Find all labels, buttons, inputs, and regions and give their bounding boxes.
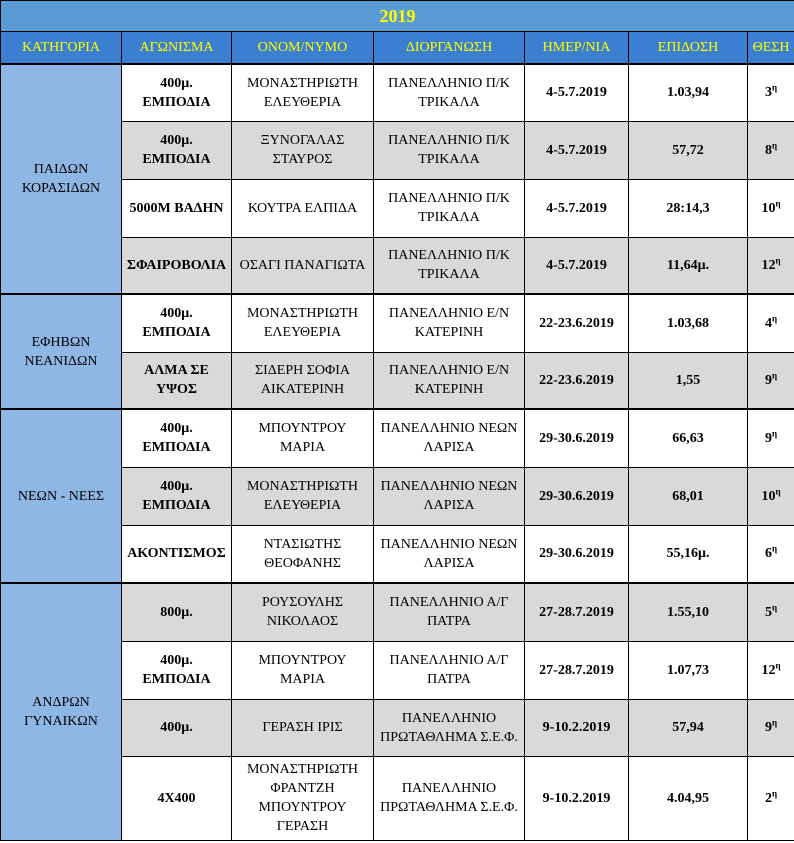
organizer-cell: [374, 525, 525, 583]
name-text: ΜΠΟΥΝΤΡΟΥ: [258, 653, 347, 668]
event-cell: [122, 699, 232, 756]
name-text: ΞΥΝΟΓΑΛΑΣ: [260, 133, 345, 148]
place-cell: [748, 352, 794, 409]
name-text: ΓΕΡΑΣΗ ΙΡΙΣ: [262, 720, 343, 735]
organizer-text: ΛΑΡΙΣΑ: [423, 440, 475, 456]
place-cell: [748, 409, 794, 467]
place-number: 4: [764, 315, 772, 331]
organizer-cell: [374, 352, 525, 409]
place-suffix: η: [775, 659, 781, 670]
organizer-cell: [374, 583, 525, 641]
event-cell: [122, 641, 232, 699]
place-suffix: η: [771, 717, 778, 728]
event-text: 400μ.: [160, 133, 193, 148]
header-performance: ΕΠΙΔΟΣΗ: [629, 32, 748, 65]
performance-cell: 1.07,73: [629, 641, 748, 699]
date-cell: 4-5.7.2019: [525, 179, 629, 237]
event-text: 800μ.: [160, 604, 193, 620]
place-number: 9: [764, 372, 772, 388]
place-cell: [748, 121, 794, 179]
organizer-text: ΠΑΝΕΛΛΗΝΙΟ: [401, 710, 497, 726]
date-cell: 27-28.7.2019: [525, 641, 629, 699]
event-cell: [122, 64, 232, 121]
name-text: ΜΟΝΑΣΤΗΡΙΩΤΗ: [246, 762, 359, 777]
event-text: ΕΜΠΟΔΙΑ: [142, 440, 211, 456]
date-cell: 22-23.6.2019: [525, 294, 629, 352]
category-cell: [1, 64, 122, 294]
place-suffix: η: [775, 255, 781, 266]
event-text: ΑΚΟΝΤΙΣΜΟΣ: [127, 546, 226, 562]
event-text: 400μ.: [160, 306, 193, 322]
place-number: 10: [761, 200, 776, 216]
category-label: ΑΝΔΡΩΝ: [32, 694, 90, 710]
event-text: 5000Μ ΒΑΔΗΝ: [129, 200, 224, 216]
organizer-text: ΠΑΝΕΛΛΗΝΙΟ Π/Κ: [388, 75, 510, 91]
event-text: ΕΜΠΟΔΙΑ: [142, 152, 211, 167]
event-cell: [122, 583, 232, 641]
name-text: ΚΟΥΤΡΑ ΕΛΠΙΔΑ: [247, 200, 358, 216]
organizer-text: ΤΡΙΚΑΛΑ: [418, 94, 480, 110]
table-row: [1, 583, 794, 641]
place-suffix: η: [775, 197, 781, 208]
place-number: 5: [764, 604, 772, 620]
place-suffix: η: [771, 82, 778, 93]
organizer-cell: [374, 467, 525, 525]
event-text: 4Χ400: [157, 790, 196, 806]
place-number: 9: [764, 720, 772, 735]
organizer-text: ΠΡΩΤΑΘΛΗΜΑ Σ.Ε.Φ.: [380, 729, 518, 745]
name-text: ΓΕΡΑΣΗ: [276, 819, 329, 834]
place-cell: [748, 756, 794, 840]
place-cell: [748, 179, 794, 237]
event-cell: [122, 352, 232, 409]
organizer-text: ΚΑΤΕΡΙΝΗ: [414, 382, 484, 398]
performance-cell: 66,63: [629, 409, 748, 467]
organizer-text: ΠΑΝΕΛΛΗΝΙΟ Ε/Ν: [388, 363, 510, 379]
name-cell: [232, 756, 374, 840]
name-text: ΑΙΚΑΤΕΡΙΝΗ: [260, 382, 345, 398]
organizer-text: ΠΡΩΤΑΘΛΗΜΑ Σ.Ε.Φ.: [380, 800, 518, 815]
organizer-text: ΠΑΝΕΛΛΗΝΙΟ Ε/Ν: [388, 306, 510, 322]
place-cell: [748, 525, 794, 583]
place-suffix: η: [771, 602, 778, 613]
place-number: 8: [764, 142, 772, 158]
category-label: ΝΕΑΝΙΔΩΝ: [24, 353, 98, 369]
performance-cell: 1,55: [629, 352, 748, 409]
category-cell: [1, 583, 122, 840]
header-name: ΟΝΟΜ/ΝΥΜΟ: [232, 32, 374, 65]
name-text: ΜΟΝΑΣΤΗΡΙΩΤΗ: [246, 479, 359, 494]
place-number: 2: [764, 790, 772, 806]
category-label: ΠΑΙΔΩΝ: [33, 162, 89, 177]
organizer-cell: [374, 756, 525, 840]
name-text: ΣΙΔΕΡΗ ΣΟΦΙΑ: [254, 363, 351, 379]
name-text: ΡΟΥΣΟΥΛΗΣ: [261, 595, 344, 611]
date-cell: 4-5.7.2019: [525, 64, 629, 121]
organizer-text: ΛΑΡΙΣΑ: [423, 555, 475, 571]
place-suffix: η: [771, 787, 778, 798]
name-text: ΝΙΚΟΛΑΟΣ: [266, 614, 339, 630]
organizer-cell: [374, 641, 525, 699]
name-text: ΜΟΝΑΣΤΗΡΙΩΤΗ: [246, 306, 359, 322]
event-text: ΣΦΑΙΡΟΒΟΛΙΑ: [126, 257, 227, 273]
category-cell: [1, 409, 122, 583]
place-suffix: η: [771, 313, 778, 324]
event-cell: [122, 121, 232, 179]
category-label: ΚΟΡΑΣΙΔΩΝ: [21, 181, 101, 196]
name-cell: [232, 409, 374, 467]
name-text: ΕΛΕΥΘΕΡΙΑ: [263, 94, 342, 110]
header-category: ΚΑΤΗΓΟΡΙΑ: [1, 32, 122, 65]
header-row: [1, 32, 794, 65]
table-row: [1, 409, 794, 467]
name-text: ΜΟΝΑΣΤΗΡΙΩΤΗ: [246, 75, 359, 91]
organizer-text: ΠΑΝΕΛΛΗΝΙΟ ΝΕΩΝ: [380, 479, 518, 494]
performance-cell: 1.03,94: [629, 64, 748, 121]
performance-cell: 28:14,3: [629, 179, 748, 237]
performance-cell: 1.03,68: [629, 294, 748, 352]
header-date: ΗΜΕΡ/ΝΙΑ: [525, 32, 629, 65]
organizer-text: ΠΑΝΕΛΛΗΝΙΟ: [401, 781, 497, 796]
date-cell: 22-23.6.2019: [525, 352, 629, 409]
place-cell: [748, 583, 794, 641]
header-event: ΑΓΩΝΙΣΜΑ: [122, 32, 232, 65]
category-label: ΝΕΩΝ - ΝΕΕΣ: [17, 488, 105, 504]
name-text: ΟΣΑΓΙ ΠΑΝΑΓΙΩΤΑ: [239, 257, 366, 273]
organizer-text: ΠΑΝΕΛΛΗΝΙΟ ΝΕΩΝ: [380, 421, 518, 437]
event-cell: [122, 179, 232, 237]
organizer-cell: [374, 409, 525, 467]
performance-cell: 55,16μ.: [629, 525, 748, 583]
name-cell: [232, 467, 374, 525]
performance-cell: 4.04,95: [629, 756, 748, 840]
name-cell: [232, 64, 374, 121]
event-cell: [122, 467, 232, 525]
name-text: ΦΡΑΝΤΖΗ: [270, 781, 335, 796]
place-number: 6: [764, 546, 772, 562]
table-row: [1, 64, 794, 121]
event-text: 400μ.: [160, 75, 193, 91]
date-cell: 9-10.2.2019: [525, 699, 629, 756]
title-row: [1, 1, 794, 32]
place-cell: [748, 699, 794, 756]
organizer-cell: [374, 294, 525, 352]
organizer-text: ΤΡΙΚΑΛΑ: [418, 152, 480, 167]
place-suffix: η: [771, 139, 778, 150]
date-cell: 29-30.6.2019: [525, 467, 629, 525]
organizer-text: ΚΑΤΕΡΙΝΗ: [414, 325, 484, 341]
event-text: ΕΜΠΟΔΙΑ: [142, 94, 211, 110]
performance-cell: 11,64μ.: [629, 237, 748, 294]
performance-cell: 68,01: [629, 467, 748, 525]
name-cell: [232, 583, 374, 641]
organizer-text: ΠΑΝΕΛΛΗΝΙΟ Π/Κ: [388, 133, 510, 148]
place-cell: [748, 641, 794, 699]
date-cell: 29-30.6.2019: [525, 525, 629, 583]
place-suffix: η: [771, 428, 778, 439]
name-text: ΜΑΡΙΑ: [279, 440, 326, 456]
event-text: 400μ.: [160, 653, 193, 668]
organizer-cell: [374, 179, 525, 237]
organizer-text: ΠΑΤΡΑ: [427, 672, 471, 687]
name-text: ΜΑΡΙΑ: [279, 672, 326, 687]
event-text: ΥΨΟΣ: [155, 382, 198, 398]
name-cell: [232, 121, 374, 179]
event-text: ΑΛΜΑ ΣΕ: [144, 363, 209, 379]
place-number: 10: [761, 488, 776, 504]
event-cell: [122, 756, 232, 840]
date-cell: 9-10.2.2019: [525, 756, 629, 840]
organizer-text: ΠΑΝΕΛΛΗΝΙΟ Α/Γ: [389, 653, 509, 668]
date-cell: 27-28.7.2019: [525, 583, 629, 641]
organizer-text: ΤΡΙΚΑΛΑ: [418, 210, 480, 225]
place-number: 3: [764, 85, 772, 101]
name-cell: [232, 641, 374, 699]
organizer-text: ΤΡΙΚΑΛΑ: [418, 267, 480, 283]
name-text: ΜΠΟΥΝΤΡΟΥ: [258, 421, 347, 437]
performance-cell: 57,94: [629, 699, 748, 756]
name-text: ΕΛΕΥΘΕΡΙΑ: [263, 498, 342, 513]
event-text: ΕΜΠΟΔΙΑ: [142, 672, 211, 687]
name-text: ΣΤΑΥΡΟΣ: [272, 152, 333, 167]
place-number: 12: [761, 257, 776, 273]
category-label: ΕΦΗΒΩΝ: [31, 334, 91, 350]
organizer-text: ΛΑΡΙΣΑ: [423, 498, 475, 513]
place-suffix: η: [771, 543, 778, 554]
organizer-cell: [374, 64, 525, 121]
organizer-text: ΠΑΝΕΛΛΗΝΙΟ ΝΕΩΝ: [380, 536, 518, 552]
name-cell: [232, 179, 374, 237]
date-cell: 4-5.7.2019: [525, 121, 629, 179]
event-text: 400μ.: [160, 720, 193, 735]
place-cell: [748, 64, 794, 121]
place-cell: [748, 294, 794, 352]
header-place: ΘΕΣΗ: [748, 32, 794, 65]
organizer-text: ΠΑΤΡΑ: [427, 614, 471, 630]
place-cell: [748, 467, 794, 525]
table-title: 2019: [1, 1, 794, 32]
place-suffix: η: [771, 370, 778, 381]
performance-cell: 57,72: [629, 121, 748, 179]
event-text: ΕΜΠΟΔΙΑ: [142, 325, 211, 341]
name-cell: [232, 294, 374, 352]
organizer-text: ΠΑΝΕΛΛΗΝΙΟ Α/Γ: [389, 595, 509, 611]
name-cell: [232, 237, 374, 294]
place-number: 9: [764, 430, 772, 446]
event-cell: [122, 525, 232, 583]
name-text: ΜΠΟΥΝΤΡΟΥ: [258, 800, 347, 815]
event-cell: [122, 294, 232, 352]
event-cell: [122, 409, 232, 467]
date-cell: 4-5.7.2019: [525, 237, 629, 294]
header-organizer: ΔΙΟΡΓΑΝΩΣΗ: [374, 32, 525, 65]
name-text: ΘΕΟΦΑΝΗΣ: [264, 555, 341, 571]
name-cell: [232, 352, 374, 409]
event-cell: [122, 237, 232, 294]
results-body: [1, 64, 794, 840]
organizer-cell: [374, 699, 525, 756]
event-text: 400μ.: [160, 479, 193, 494]
date-cell: 29-30.6.2019: [525, 409, 629, 467]
event-text: 400μ.: [160, 421, 193, 437]
place-number: 12: [761, 662, 776, 678]
name-text: ΕΛΕΥΘΕΡΙΑ: [263, 325, 342, 341]
name-text: ΝΤΑΣΙΩΤΗΣ: [263, 536, 342, 552]
organizer-text: ΠΑΝΕΛΛΗΝΙΟ Π/Κ: [388, 191, 510, 206]
category-label: ΓΥΝΑΙΚΩΝ: [24, 713, 98, 729]
organizer-text: ΠΑΝΕΛΛΗΝΙΟ Π/Κ: [388, 248, 510, 264]
place-suffix: η: [775, 485, 781, 496]
place-cell: [748, 237, 794, 294]
performance-cell: 1.55,10: [629, 583, 748, 641]
name-cell: [232, 525, 374, 583]
event-text: ΕΜΠΟΔΙΑ: [142, 498, 211, 513]
organizer-cell: [374, 121, 525, 179]
name-cell: [232, 699, 374, 756]
table-row: [1, 294, 794, 352]
organizer-cell: [374, 237, 525, 294]
category-cell: [1, 294, 122, 409]
